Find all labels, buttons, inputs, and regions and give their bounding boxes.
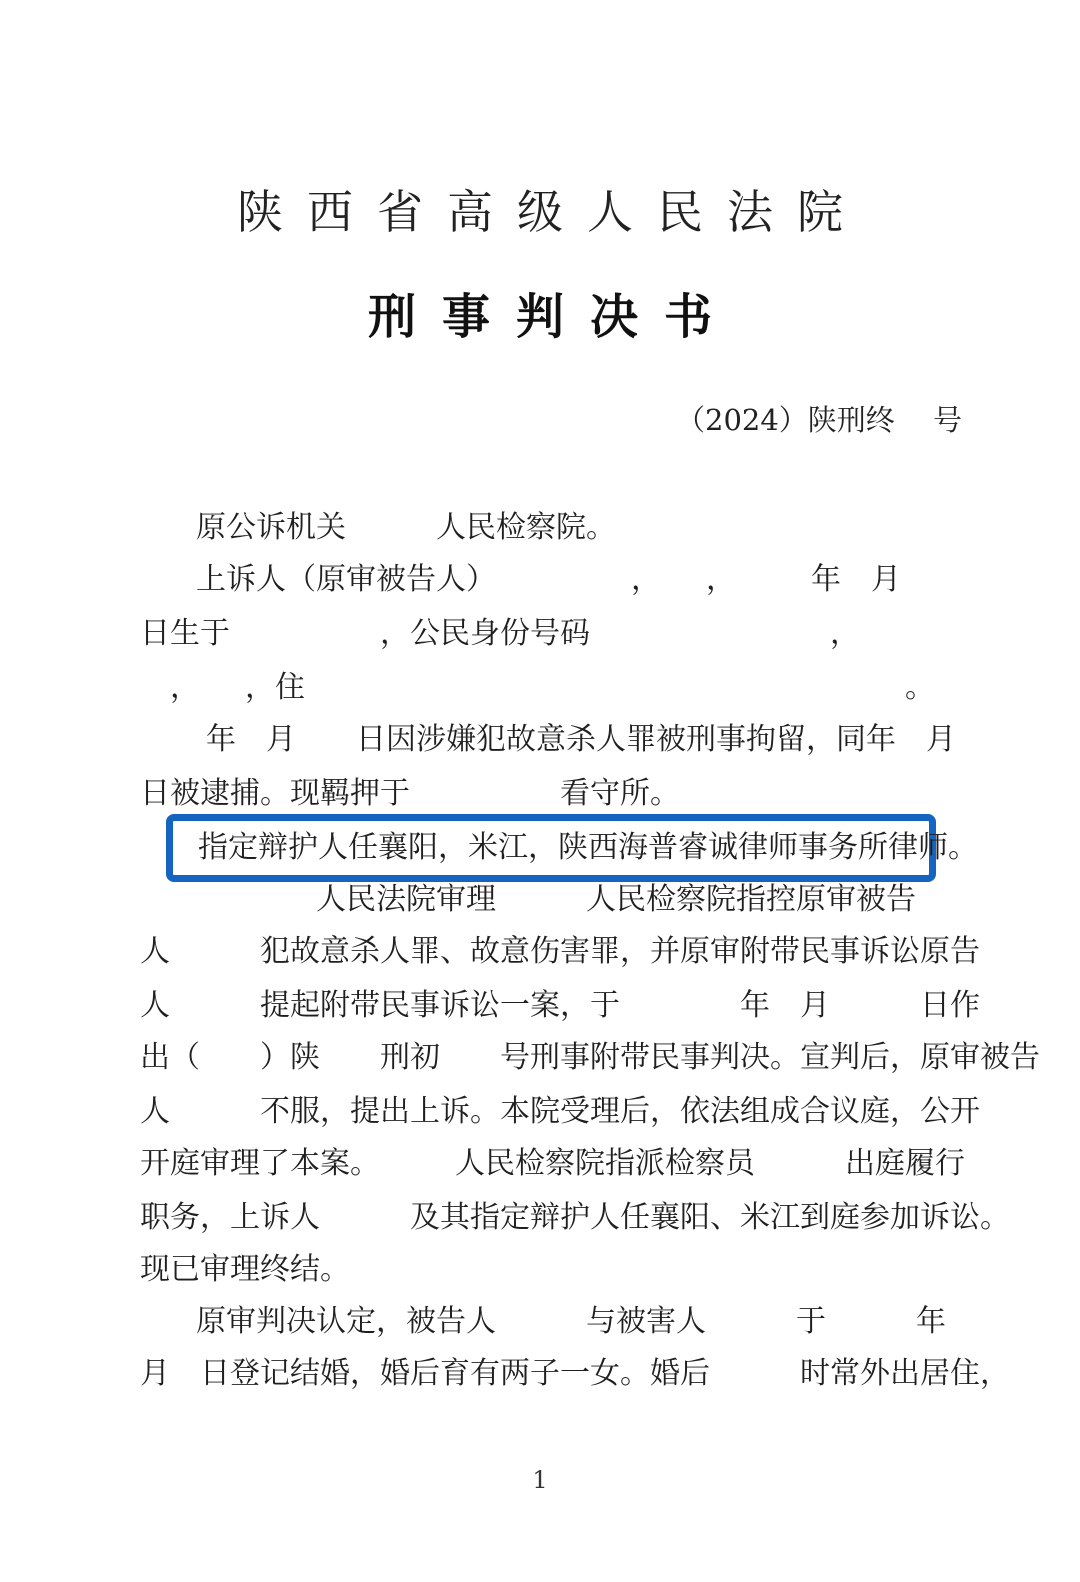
paragraph-line: 人民法院审理 人民检察院指控原审被告 bbox=[196, 882, 916, 917]
paragraph-line: 人 犯故意杀人罪、故意伤害罪，并原审附带民事诉讼原告 bbox=[140, 934, 980, 969]
paragraph-line: 人 不服，提出上诉。本院受理后，依法组成合议庭，公开 bbox=[140, 1094, 980, 1129]
paragraph-line: 月 日登记结婚，婚后育有两子一女。婚后 时常外出居住， bbox=[140, 1356, 1010, 1391]
page-number: 1 bbox=[532, 1466, 548, 1494]
paragraph-line: 日生于 ，公民身份号码 ， bbox=[140, 616, 860, 651]
paragraph-line: 年 月 日因涉嫌犯故意杀人罪被刑事拘留，同年 月 bbox=[176, 722, 956, 757]
case-number: （2024）陕刑终 号 bbox=[676, 403, 963, 437]
paragraph-line: 出（ ）陕 刑初 号刑事附带民事判决。宣判后，原审被告 bbox=[140, 1040, 1040, 1075]
paragraph-line: 职务，上诉人 及其指定辩护人任襄阳、米江到庭参加诉讼。 bbox=[140, 1200, 1010, 1235]
court-name: 陕西省高级人民法院 bbox=[237, 185, 867, 239]
paragraph-line: 现已审理终结。 bbox=[140, 1252, 350, 1287]
document-title: 刑事判决书 bbox=[367, 289, 738, 345]
paragraph-line: 原审判决认定，被告人 与被害人 于 年 bbox=[196, 1304, 946, 1339]
paragraph-line: 日被逮捕。现羁押于 看守所。 bbox=[140, 776, 680, 811]
paragraph-line: 上诉人（原审被告人） ， ， 年 月 bbox=[196, 562, 901, 597]
paragraph-line: 开庭审理了本案。 人民检察院指派检察员 出庭履行 bbox=[140, 1146, 965, 1181]
paragraph-line: 原公诉机关 人民检察院。 bbox=[196, 510, 616, 545]
highlighted-defender-line: 指定辩护人任襄阳，米江，陕西海普睿诚律师事务所律师。 bbox=[198, 830, 978, 865]
paragraph-line: 人 提起附带民事诉讼一案，于 年 月 日作 bbox=[140, 988, 980, 1023]
paragraph-line: ， ，住 。 bbox=[140, 670, 935, 705]
